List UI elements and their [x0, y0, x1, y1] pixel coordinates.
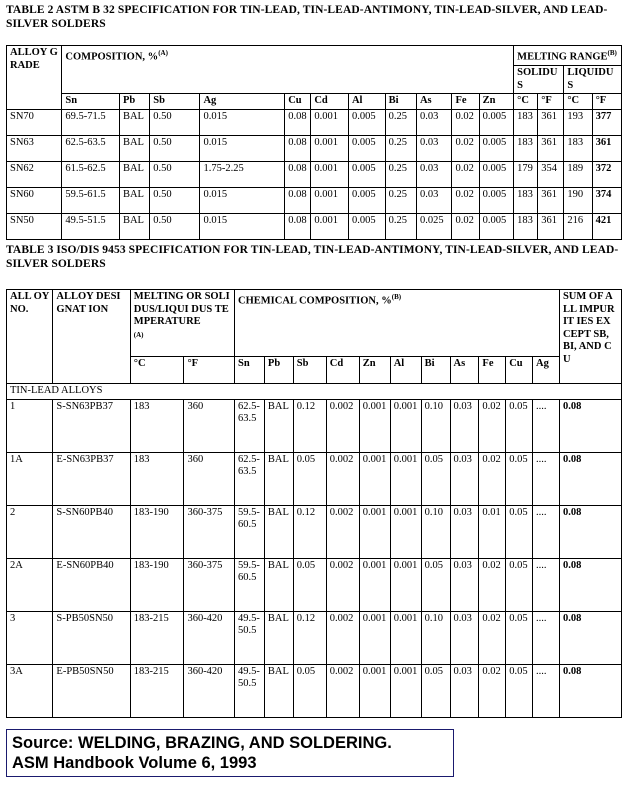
table-cell: 0.12	[293, 611, 326, 664]
table-row	[7, 452, 622, 505]
solidus-header: SOLIDUS	[514, 66, 564, 94]
element-header-al: Al	[348, 94, 385, 110]
table-cell: 183	[514, 187, 538, 213]
table-cell: BAL	[264, 452, 293, 505]
table-cell: ....	[533, 452, 560, 505]
table-cell: 361	[538, 187, 564, 213]
table-cell: 62.5-63.5	[235, 452, 265, 505]
group-label-tin-lead: TIN-LEAD ALLOYS	[7, 384, 622, 400]
table-cell: 0.05	[293, 558, 326, 611]
table-cell: 0.08	[285, 109, 311, 135]
table-cell: BAL	[119, 187, 149, 213]
table-cell: ....	[533, 664, 560, 717]
table-cell: 0.002	[326, 452, 359, 505]
table-cell: 0.001	[359, 505, 390, 558]
alloy-grade-cell: SN50	[7, 213, 62, 239]
table-cell: 0.08	[285, 135, 311, 161]
table-cell: 0.001	[359, 452, 390, 505]
table-cell: 0.03	[450, 452, 479, 505]
table-cell: 0.002	[326, 664, 359, 717]
table-cell: 0.12	[293, 505, 326, 558]
table-cell: BAL	[264, 664, 293, 717]
liquidus-header: LIQUIDUS	[564, 66, 622, 94]
temp-f-cell: 360-420	[184, 664, 235, 717]
temp-c-cell: 183	[130, 452, 184, 505]
table-cell: 0.02	[479, 611, 506, 664]
impurities-sum-cell: 0.08	[559, 664, 621, 717]
table-cell: 0.001	[390, 452, 421, 505]
table-cell: 0.02	[452, 161, 479, 187]
table-cell: 0.05	[506, 558, 533, 611]
table-cell: 0.03	[416, 187, 452, 213]
table-cell: 0.001	[359, 399, 390, 452]
alloy-designation-cell: E-PB50SN50	[53, 664, 130, 717]
table-cell: 0.50	[150, 161, 200, 187]
table3-caption: TABLE 3 ISO/DIS 9453 SPECIFICATION FOR TIN-LEAD, TIN-LEAD-ANTIMONY, TIN-LEAD-SILVER, AND LEAD-SILVER SOLDERS	[6, 244, 619, 270]
table-cell: BAL	[119, 135, 149, 161]
table-cell: 0.50	[150, 187, 200, 213]
temp-unit-header: °C	[514, 94, 538, 110]
table-cell: 0.025	[416, 213, 452, 239]
table-cell: 0.02	[452, 109, 479, 135]
table-cell: 374	[592, 187, 621, 213]
table-cell: BAL	[119, 213, 149, 239]
temp-unit-header: °C	[564, 94, 592, 110]
table-cell: 0.50	[150, 135, 200, 161]
alloy-designation-cell: E-SN63PB37	[53, 452, 130, 505]
table-cell: 0.005	[479, 109, 514, 135]
table-cell: 0.002	[326, 558, 359, 611]
table-cell: 183	[564, 135, 592, 161]
element-header-sn: Sn	[62, 94, 120, 110]
element-header-cd: Cd	[311, 94, 349, 110]
table-cell: 0.10	[421, 505, 450, 558]
table-row	[7, 558, 622, 611]
element-header-as: As	[450, 357, 479, 384]
table-cell: 0.015	[200, 109, 285, 135]
element-header-pb: Pb	[119, 94, 149, 110]
table-cell: 0.001	[311, 109, 349, 135]
element-header-sb: Sb	[150, 94, 200, 110]
element-header-bi: Bi	[421, 357, 450, 384]
impurities-sum-cell: 0.08	[559, 399, 621, 452]
table-cell: 0.005	[348, 109, 385, 135]
element-header-cd: Cd	[326, 357, 359, 384]
table-cell: 0.001	[390, 664, 421, 717]
alloy-designation-cell: E-SN60PB40	[53, 558, 130, 611]
table-row	[7, 213, 622, 239]
temp-c-cell: 183-190	[130, 505, 184, 558]
table-cell: 183	[514, 109, 538, 135]
alloy-no-cell: 1A	[7, 452, 53, 505]
table-cell: 0.005	[348, 213, 385, 239]
alloy-grade-cell: SN60	[7, 187, 62, 213]
table2-caption: TABLE 2 ASTM B 32 SPECIFICATION FOR TIN-LEAD, TIN-LEAD-ANTIMONY, TIN-LEAD-SILVER, AND LEAD-SILVER SOLDERS	[6, 4, 608, 30]
table-cell: 0.001	[311, 213, 349, 239]
chemical-composition-header: CHEMICAL COMPOSITION, %$^{(B)}$	[235, 290, 560, 357]
table-cell: 59.5-60.5	[235, 558, 265, 611]
table-cell: 0.05	[506, 399, 533, 452]
table-cell: 0.03	[416, 109, 452, 135]
table-cell: 61.5-62.5	[62, 161, 120, 187]
table-cell: 0.25	[385, 187, 416, 213]
table-cell: 69.5-71.5	[62, 109, 120, 135]
table-cell: 0.015	[200, 187, 285, 213]
table-cell: 372	[592, 161, 621, 187]
table-cell: 0.03	[416, 161, 452, 187]
temp-unit-header: °F	[184, 357, 235, 384]
table-row	[7, 161, 622, 187]
table-cell: 0.03	[450, 505, 479, 558]
table-cell: 190	[564, 187, 592, 213]
table-cell: 0.03	[450, 399, 479, 452]
table-cell: 0.03	[416, 135, 452, 161]
table-cell: BAL	[264, 505, 293, 558]
astm-b32-table	[6, 45, 622, 240]
table-cell: 0.001	[390, 558, 421, 611]
temp-unit-header: °C	[130, 357, 184, 384]
table-cell: 183	[514, 213, 538, 239]
table-cell: 0.03	[450, 558, 479, 611]
table-cell: ....	[533, 505, 560, 558]
element-header-zn: Zn	[359, 357, 390, 384]
table-cell: BAL	[264, 611, 293, 664]
alloy-no-cell: 2A	[7, 558, 53, 611]
table-cell: 0.02	[479, 558, 506, 611]
table-cell: 0.005	[479, 161, 514, 187]
table-cell: 0.002	[326, 399, 359, 452]
table-cell: 361	[538, 109, 564, 135]
table-cell: 0.001	[311, 161, 349, 187]
alloy-designation-header: ALLOY DESIGNAT ION	[53, 290, 130, 384]
impurities-sum-cell: 0.08	[559, 611, 621, 664]
element-header-as: As	[416, 94, 452, 110]
table-cell: 361	[538, 135, 564, 161]
table-cell: 0.001	[390, 399, 421, 452]
element-header-zn: Zn	[479, 94, 514, 110]
temp-c-cell: 183-215	[130, 664, 184, 717]
element-header-al: Al	[390, 357, 421, 384]
table-cell: 59.5-60.5	[235, 505, 265, 558]
table-cell: 0.25	[385, 109, 416, 135]
table-cell: 193	[564, 109, 592, 135]
table-cell: 0.005	[348, 187, 385, 213]
table-cell: 0.005	[348, 135, 385, 161]
table-cell: BAL	[119, 109, 149, 135]
temp-unit-header: °F	[538, 94, 564, 110]
alloy-no-cell: 3	[7, 611, 53, 664]
table-cell: 0.05	[293, 664, 326, 717]
table-cell: 0.25	[385, 213, 416, 239]
impurities-sum-header: SUM OF ALL IMPURIT IES EXCEPT SB, BI, AND CU	[559, 290, 621, 384]
table-cell: 0.05	[506, 611, 533, 664]
element-header-ag: Ag	[533, 357, 560, 384]
composition-header-spacer	[62, 66, 514, 94]
table-cell: ....	[533, 611, 560, 664]
alloy-no-header: ALL OY NO.	[7, 290, 53, 384]
table-cell: 0.02	[479, 452, 506, 505]
table-row	[7, 611, 622, 664]
temp-c-cell: 183-215	[130, 611, 184, 664]
composition-header: COMPOSITION, %$^{(A)}$	[62, 46, 514, 66]
table-cell: 0.001	[311, 187, 349, 213]
table-cell: 354	[538, 161, 564, 187]
table-cell: 216	[564, 213, 592, 239]
table-cell: 0.002	[326, 505, 359, 558]
table-cell: 0.02	[479, 399, 506, 452]
table-cell: 0.001	[359, 558, 390, 611]
table-cell: 0.05	[506, 664, 533, 717]
table-cell: 0.001	[359, 664, 390, 717]
table-cell: 0.005	[479, 187, 514, 213]
table-cell: 0.02	[479, 664, 506, 717]
table-cell: 0.10	[421, 399, 450, 452]
alloy-no-cell: 3A	[7, 664, 53, 717]
table-cell: 0.05	[506, 505, 533, 558]
table-cell: 361	[592, 135, 621, 161]
table-cell: 0.05	[421, 664, 450, 717]
table-cell: 62.5-63.5	[235, 399, 265, 452]
alloy-grade-cell: SN63	[7, 135, 62, 161]
table-cell: 0.05	[293, 452, 326, 505]
table-cell: 0.001	[390, 505, 421, 558]
alloy-designation-cell: S-SN60PB40	[53, 505, 130, 558]
table-cell: 189	[564, 161, 592, 187]
element-header-cu: Cu	[285, 94, 311, 110]
table-cell: 361	[538, 213, 564, 239]
table-cell: 0.05	[506, 452, 533, 505]
temp-f-cell: 360-375	[184, 558, 235, 611]
table-cell: 0.05	[421, 452, 450, 505]
temp-f-cell: 360-375	[184, 505, 235, 558]
table-cell: 179	[514, 161, 538, 187]
table-cell: 183	[514, 135, 538, 161]
table-cell: 59.5-61.5	[62, 187, 120, 213]
table-cell: 49.5-51.5	[62, 213, 120, 239]
alloy-grade-header: ALLOY GRADE	[7, 46, 62, 110]
table-row	[7, 664, 622, 717]
table-cell: 421	[592, 213, 621, 239]
table-cell: 0.005	[348, 161, 385, 187]
element-header-fe: Fe	[479, 357, 506, 384]
element-header-pb: Pb	[264, 357, 293, 384]
source-line-2: ASM Handbook Volume 6, 1993	[12, 754, 257, 772]
table-cell: 0.05	[421, 558, 450, 611]
table-cell: 0.50	[150, 213, 200, 239]
table-cell: 49.5-50.5	[235, 611, 265, 664]
temp-f-cell: 360	[184, 452, 235, 505]
table-cell: 0.001	[359, 611, 390, 664]
source-citation	[6, 729, 454, 777]
element-header-sn: Sn	[235, 357, 265, 384]
table-cell: 0.015	[200, 135, 285, 161]
melting-range-header: MELTING $RANGE^{(B)}$	[514, 46, 622, 66]
element-header-fe: Fe	[452, 94, 479, 110]
alloy-grade-cell: SN70	[7, 109, 62, 135]
table-cell: 0.12	[293, 399, 326, 452]
table-cell: 0.08	[285, 213, 311, 239]
temp-f-cell: 360-420	[184, 611, 235, 664]
table-cell: 49.5-50.5	[235, 664, 265, 717]
impurities-sum-cell: 0.08	[559, 558, 621, 611]
table-cell: 0.25	[385, 135, 416, 161]
element-header-bi: Bi	[385, 94, 416, 110]
table-cell: 0.015	[200, 213, 285, 239]
alloy-grade-cell: SN62	[7, 161, 62, 187]
table-cell: 0.005	[479, 135, 514, 161]
element-header-sb: Sb	[293, 357, 326, 384]
table-cell: 0.001	[311, 135, 349, 161]
alloy-no-cell: 1	[7, 399, 53, 452]
table-cell: 0.02	[452, 187, 479, 213]
table-row	[7, 109, 622, 135]
table-cell: 0.50	[150, 109, 200, 135]
table-cell: 0.03	[450, 664, 479, 717]
table-cell: 0.02	[452, 213, 479, 239]
temp-c-cell: 183-190	[130, 558, 184, 611]
temp-c-cell: 183	[130, 399, 184, 452]
table-cell: 377	[592, 109, 621, 135]
table-cell: BAL	[119, 161, 149, 187]
alloy-designation-cell: S-SN63PB37	[53, 399, 130, 452]
alloy-no-cell: 2	[7, 505, 53, 558]
impurities-sum-cell: 0.08	[559, 505, 621, 558]
table-cell: 0.03	[450, 611, 479, 664]
table-cell: 0.25	[385, 161, 416, 187]
temp-f-cell: 360	[184, 399, 235, 452]
table-cell: 0.02	[452, 135, 479, 161]
table-row	[7, 505, 622, 558]
table-cell: 0.01	[479, 505, 506, 558]
table-cell: 62.5-63.5	[62, 135, 120, 161]
source-line-1: Source: WELDING, BRAZING, AND SOLDERING.	[12, 734, 392, 752]
table-cell: 0.10	[421, 611, 450, 664]
table-cell: ....	[533, 558, 560, 611]
table-cell: 0.08	[285, 187, 311, 213]
table-cell: 0.002	[326, 611, 359, 664]
table-cell: 1.75-2.25	[200, 161, 285, 187]
table-cell: 0.005	[479, 213, 514, 239]
table-row	[7, 399, 622, 452]
iso-dis-9453-table	[6, 289, 622, 718]
table-cell: 0.08	[285, 161, 311, 187]
table-cell: 0.001	[390, 611, 421, 664]
temp-unit-header: °F	[592, 94, 621, 110]
impurities-sum-cell: 0.08	[559, 452, 621, 505]
element-header-ag: Ag	[200, 94, 285, 110]
alloy-designation-cell: S-PB50SN50	[53, 611, 130, 664]
element-header-cu: Cu	[506, 357, 533, 384]
table-row	[7, 187, 622, 213]
table-cell: BAL	[264, 558, 293, 611]
table-row	[7, 135, 622, 161]
table-cell: BAL	[264, 399, 293, 452]
table-cell: ....	[533, 399, 560, 452]
melting-temperature-header: MELTING OR SOLIDUS/LIQUI DUS TEMPERATURE $^{(A)}$	[130, 290, 234, 357]
